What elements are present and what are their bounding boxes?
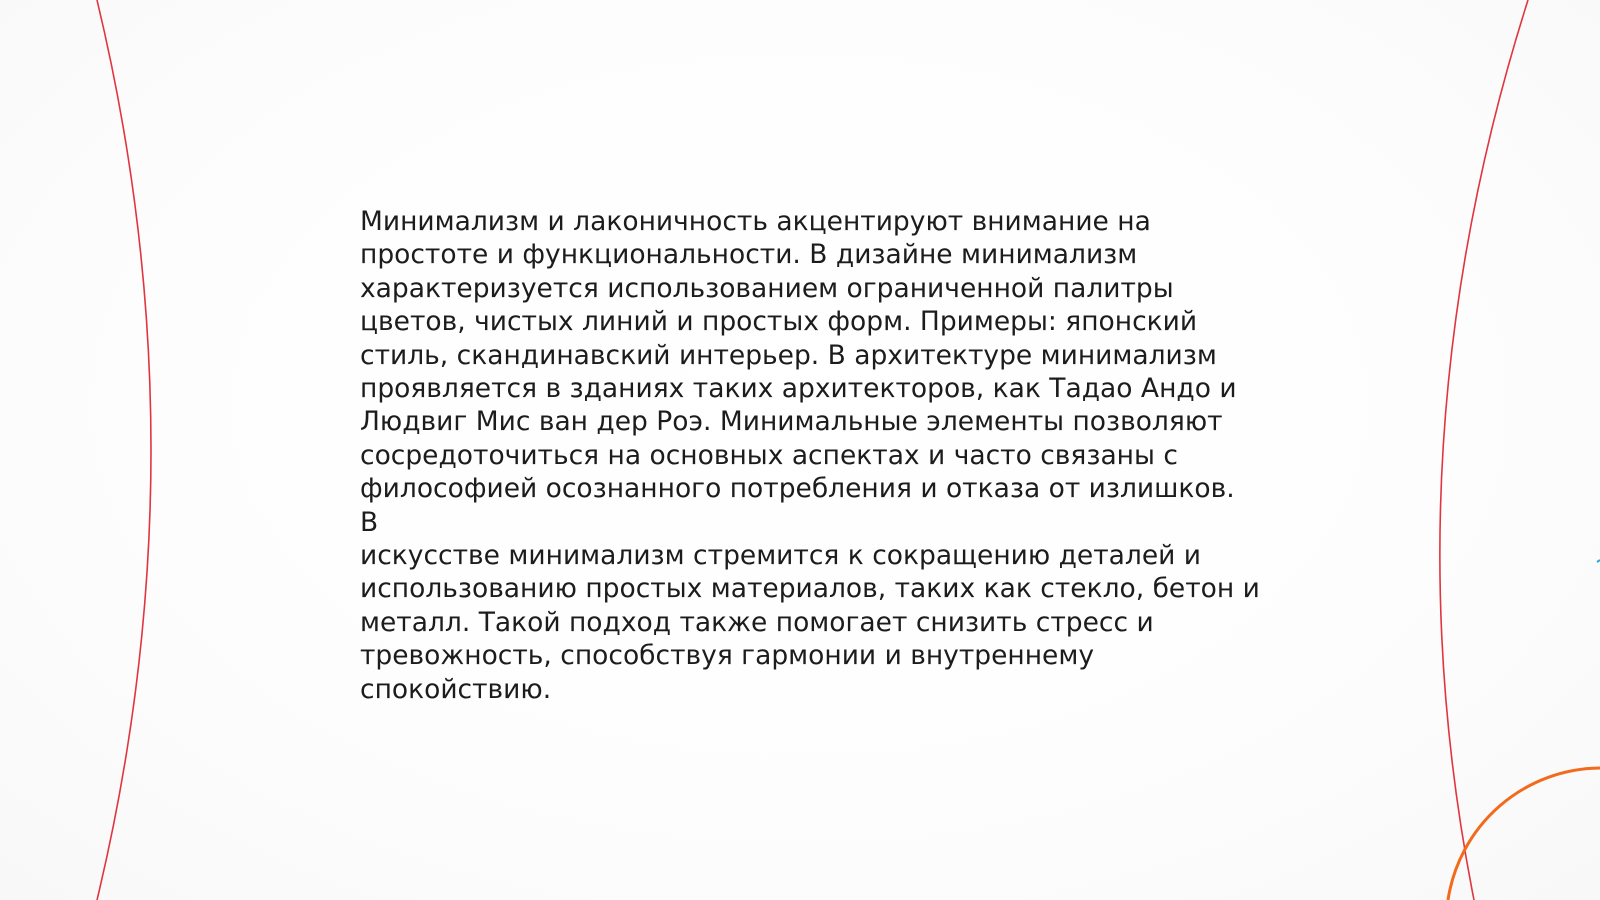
text-line: сосредоточиться на основных аспектах и часто связаны с xyxy=(360,439,1178,471)
slide-body-text xyxy=(360,205,1260,706)
text-line: цветов, чистых линий и простых форм. Примеры: японский xyxy=(360,306,1198,338)
left-arc-line xyxy=(97,0,151,900)
text-line: использованию простых материалов, таких как стекло, бетон и xyxy=(360,573,1260,605)
text-line: философией осознанного потребления и отказа от излишков. В xyxy=(360,473,1235,538)
text-line: проявляется в зданиях таких архитекторов, как Тадао Андо и xyxy=(360,373,1237,405)
text-line: металл. Такой подход также помогает снизить стресс и xyxy=(360,606,1154,638)
text-line: Людвиг Мис ван дер Роэ. Минимальные элементы позволяют xyxy=(360,406,1223,438)
text-line: стиль, скандинавский интерьер. В архитектуре минимализм xyxy=(360,339,1217,371)
text-line: тревожность, способствуя гармонии и внутреннему xyxy=(360,640,1095,672)
right-arc-line xyxy=(1440,0,1528,900)
text-line: характеризуется использованием ограниченной палитры xyxy=(360,272,1174,304)
text-line: спокойствию. xyxy=(360,673,552,705)
text-line: искусстве минимализм стремится к сокращению деталей и xyxy=(360,540,1202,572)
text-line: Минимализм и лаконичность акцентируют внимание на xyxy=(360,206,1151,237)
text-line: простоте и функциональности. В дизайне минимализм xyxy=(360,239,1138,271)
